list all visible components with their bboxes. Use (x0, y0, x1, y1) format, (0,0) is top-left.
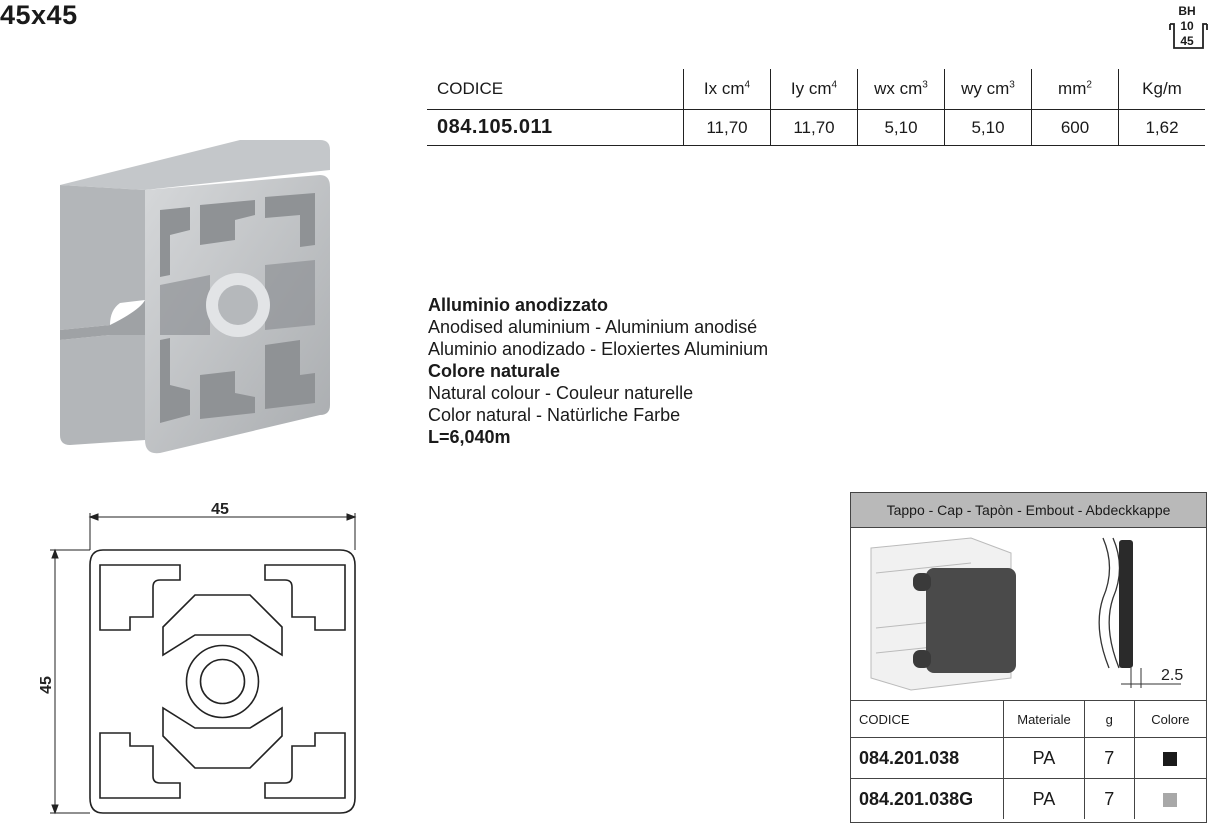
spec-col-wy: wy $cm^3$ (945, 69, 1032, 110)
desc-line: Color natural - Natürliche Farbe (428, 405, 681, 425)
desc-line: Colore naturale (428, 361, 561, 381)
length-label: L=6,040m (428, 427, 511, 447)
cap-thickness-label: 2.5 (1161, 667, 1184, 684)
badge-line-3: 45 (1180, 34, 1194, 48)
end-cap-illustration (851, 528, 1206, 694)
cap-col-color: Colore (1134, 701, 1206, 738)
color-swatch (1163, 793, 1177, 807)
page-title: 45x45 (0, 0, 78, 30)
cap-row (851, 779, 1206, 820)
spec-col-area: $mm^2$ (1032, 69, 1119, 110)
spec-wy: 5,10 (945, 110, 1032, 146)
series-badge (1165, 4, 1209, 50)
badge-line-1: BH (1178, 4, 1196, 18)
cap-color (1134, 779, 1206, 820)
cap-col-grams: g (1084, 701, 1134, 738)
cap-grams: 7 (1084, 779, 1134, 820)
desc-line: Alluminio anodizzato (428, 295, 608, 315)
cap-code: 084.201.038G (851, 779, 1004, 820)
badge-line-2: 10 (1180, 19, 1194, 33)
spec-col-weight: Kg/m (1119, 69, 1206, 110)
cap-col-material: Materiale (1004, 701, 1084, 738)
cap-grams: 7 (1084, 738, 1134, 779)
cap-material: PA (1004, 779, 1084, 820)
desc-line: Aluminio anodizado - Eloxiertes Aluminium (428, 339, 769, 359)
color-swatch (1163, 752, 1177, 766)
cap-code: 084.201.038 (851, 738, 1004, 779)
spec-iy: 11,70 (771, 110, 858, 146)
profile-section-drawing (35, 495, 365, 820)
material-description (428, 294, 768, 448)
desc-line: Anodised aluminium - Aluminium anodisé (428, 317, 758, 337)
spec-col-ix: Ix $cm^4$ (684, 69, 771, 110)
spec-table (427, 69, 1205, 146)
cap-header-row (851, 701, 1206, 738)
end-cap-header: Tappo - Cap - Tapòn - Embout - Abdeckkappe (851, 493, 1206, 527)
desc-line: Natural colour - Couleur naturelle (428, 383, 694, 403)
spec-ix: 11,70 (684, 110, 771, 146)
spec-area: 600 (1032, 110, 1119, 146)
end-cap-panel (850, 492, 1207, 823)
spec-wx: 5,10 (858, 110, 945, 146)
profile-3d-image (50, 135, 340, 460)
spec-header-row (427, 69, 1205, 110)
spec-col-code: CODICE (427, 69, 684, 110)
cap-material: PA (1004, 738, 1084, 779)
spec-weight: 1,62 (1119, 110, 1206, 146)
spec-code: 084.105.011 (427, 110, 684, 146)
cap-row (851, 738, 1206, 779)
height-dimension-label: 45 (38, 676, 55, 694)
cap-color (1134, 738, 1206, 779)
spec-value-row (427, 110, 1205, 146)
cap-col-code: CODICE (851, 701, 1004, 738)
end-cap-table (851, 700, 1206, 819)
end-cap-image (851, 527, 1206, 694)
spec-col-iy: Iy $cm^4$ (771, 69, 858, 110)
width-dimension-label: 45 (211, 501, 229, 518)
spec-col-wx: wx $cm^3$ (858, 69, 945, 110)
